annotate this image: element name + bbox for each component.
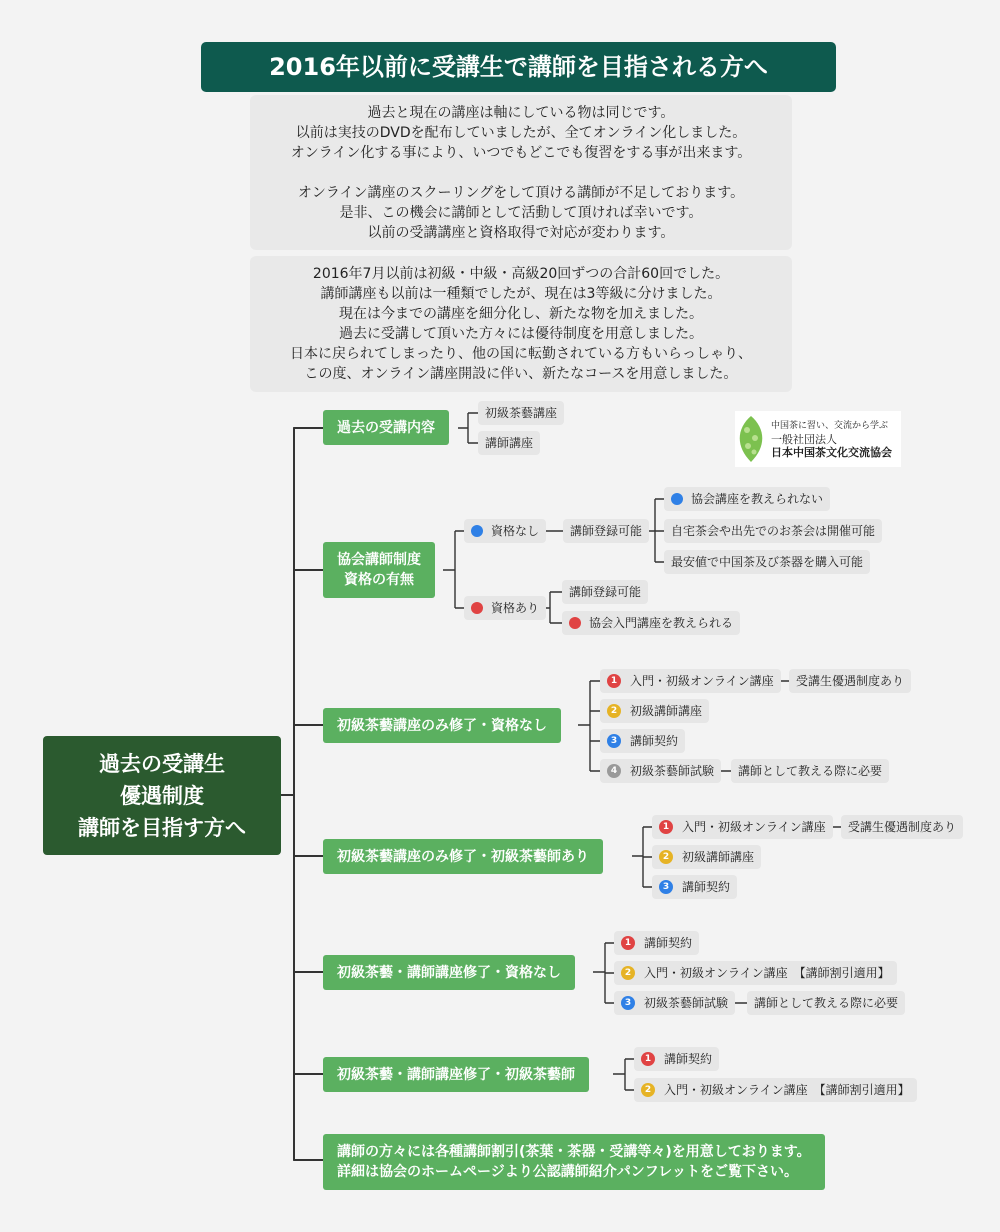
leaf-label: 協会講座を教えられない [691, 492, 824, 506]
intro-line: 是非、この機会に講師として活動して頂ければ幸いです。 [339, 205, 703, 221]
intro-line: 過去と現在の講座は軸にしている物は同じです。 [367, 105, 675, 121]
number-1-icon: 1 [659, 820, 673, 834]
history-line: 日本に戻られてしまったり、他の国に転勤されている方もいらっしゃり、 [290, 346, 752, 362]
branch-beginner-only-with-qual: 初級茶藝講座のみ修了・初級茶藝師あり [323, 839, 603, 874]
leaf-label: 資格あり [491, 601, 540, 615]
leaf-registration-possible: 講師登録可能 [563, 519, 649, 543]
leaf-label: 入門・初級オンライン講座 【講師割引適用】 [644, 966, 890, 980]
logo-org-type: 一般社団法人 [771, 432, 837, 446]
number-3-icon: 3 [621, 996, 635, 1010]
number-3-icon: 3 [659, 880, 673, 894]
leaf-label: 初級講師講座 [682, 850, 755, 864]
number-2-icon: 2 [641, 1083, 655, 1097]
intro-line: オンライン化する事により、いつでもどこでも復習をする事が出来ます。 [290, 145, 752, 161]
leaf-tea-party-allowed: 自宅茶会や出先でのお茶会は開催可能 [664, 519, 882, 543]
branch-line: 資格の有無 [344, 572, 414, 588]
leaf-cannot-teach [664, 487, 830, 511]
branch-tea-and-instructor-with-qual: 初級茶藝・講師講座修了・初級茶藝師 [323, 1057, 589, 1092]
leaf-label: 入門・初級オンライン講座 【講師割引適用】 [664, 1083, 910, 1097]
number-2-icon: 2 [659, 850, 673, 864]
leaf-registration-possible: 講師登録可能 [562, 580, 648, 604]
branch-instructor-system [323, 542, 435, 598]
leaf-instructor-course: 講師講座 [478, 431, 540, 455]
number-1-icon: 1 [621, 936, 635, 950]
leaf-label: 初級茶藝師試験 [630, 764, 715, 778]
intro-note [250, 95, 792, 250]
number-1-icon: 1 [607, 674, 621, 688]
root-topic [43, 736, 281, 855]
number-2-icon: 2 [607, 704, 621, 718]
leaf-tea-master-exam [614, 991, 735, 1015]
branch-instructor-discount-note [323, 1134, 825, 1190]
leaf-has-qualification [464, 596, 546, 620]
branch-line: 詳細は協会のホームページより公認講師紹介パンフレットをご覧下さい。 [337, 1164, 799, 1180]
root-line: 優遇制度 [120, 783, 204, 808]
number-3-icon: 3 [607, 734, 621, 748]
intro-line: 以前の受講講座と資格取得で対応が変わります。 [367, 225, 675, 241]
logo-org-name: 日本中国茶文化交流協会 [771, 445, 892, 459]
number-1-icon: 1 [641, 1052, 655, 1066]
leaf-beginner-tea-course: 初級茶藝講座 [478, 401, 564, 425]
history-line: 現在は今までの講座を細分化し、新たな物を加えました。 [339, 306, 703, 322]
logo-tagline: 中国茶に習い、交流から学ぶ [771, 420, 889, 431]
branch-tea-and-instructor-no-qual: 初級茶藝・講師講座修了・資格なし [323, 955, 575, 990]
blue-dot-icon [471, 525, 483, 537]
leaf-label: 入門・初級オンライン講座 [682, 820, 826, 834]
branch-line: 講師の方々には各種講師割引(茶葉・茶器・受講等々)を用意しております。 [337, 1144, 811, 1160]
leaf-instructor-contract [634, 1047, 719, 1071]
leaf-label: 講師契約 [682, 880, 731, 894]
leaf-required-for-teaching: 講師として教える際に必要 [747, 991, 905, 1015]
blue-dot-icon [671, 493, 683, 505]
intro-line: 以前は実技のDVDを配布していましたが、全てオンライン化しました。 [295, 125, 747, 141]
root-line: 講師を目指す方へ [78, 815, 246, 840]
leaf-label: 入門・初級オンライン講座 [630, 674, 774, 688]
history-note [250, 256, 792, 392]
leaf-lowest-price: 最安値で中国茶及び茶器を購入可能 [664, 550, 870, 574]
leaf-no-qualification [464, 519, 546, 543]
leaf-can-teach-intro [562, 611, 740, 635]
history-line: この度、オンライン講座開設に伴い、新たなコースを用意しました。 [304, 366, 738, 382]
leaf-student-preferential: 受講生優遇制度あり [841, 815, 963, 839]
association-logo [735, 411, 901, 467]
leaf-required-for-teaching: 講師として教える際に必要 [731, 759, 889, 783]
leaf-online-course-discount [614, 961, 897, 985]
intro-line: オンライン講座のスクーリングをして頂ける講師が不足しております。 [297, 185, 745, 201]
page-title: 2016年以前に受講生で講師を目指される方へ [201, 42, 836, 92]
number-4-icon: 4 [607, 764, 621, 778]
history-line: 過去に受講して頂いた方々には優待制度を用意しました。 [339, 326, 703, 342]
leaf-instructor-contract [652, 875, 737, 899]
red-dot-icon [471, 602, 483, 614]
leaf-tea-master-exam [600, 759, 721, 783]
leaf-label: 講師契約 [644, 936, 693, 950]
leaf-beginner-instructor-course [600, 699, 709, 723]
history-line: 2016年7月以前は初級・中級・高級20回ずつの合計60回でした。 [312, 266, 730, 282]
branch-beginner-only-no-qual: 初級茶藝講座のみ修了・資格なし [323, 708, 561, 743]
red-dot-icon [569, 617, 581, 629]
leaf-label: 初級茶藝師試験 [644, 996, 729, 1010]
branch-line: 協会講師制度 [337, 552, 421, 568]
leaf-beginner-instructor-course [652, 845, 761, 869]
leaf-label: 資格なし [491, 524, 540, 538]
leaf-online-course [600, 669, 781, 693]
tea-leaf-icon [735, 414, 767, 464]
leaf-instructor-contract [614, 931, 699, 955]
intro-line [250, 163, 792, 183]
root-line: 過去の受講生 [99, 751, 225, 776]
history-line: 講師講座も以前は一種類でしたが、現在は3等級に分けました。 [320, 286, 722, 302]
leaf-online-course [652, 815, 833, 839]
leaf-label: 協会入門講座を教えられる [589, 616, 734, 630]
leaf-label: 講師契約 [630, 734, 679, 748]
leaf-online-course-discount [634, 1078, 917, 1102]
leaf-label: 初級講師講座 [630, 704, 703, 718]
number-2-icon: 2 [621, 966, 635, 980]
leaf-instructor-contract [600, 729, 685, 753]
leaf-label: 講師契約 [664, 1052, 713, 1066]
leaf-student-preferential: 受講生優遇制度あり [789, 669, 911, 693]
branch-past-courses: 過去の受講内容 [323, 410, 449, 445]
